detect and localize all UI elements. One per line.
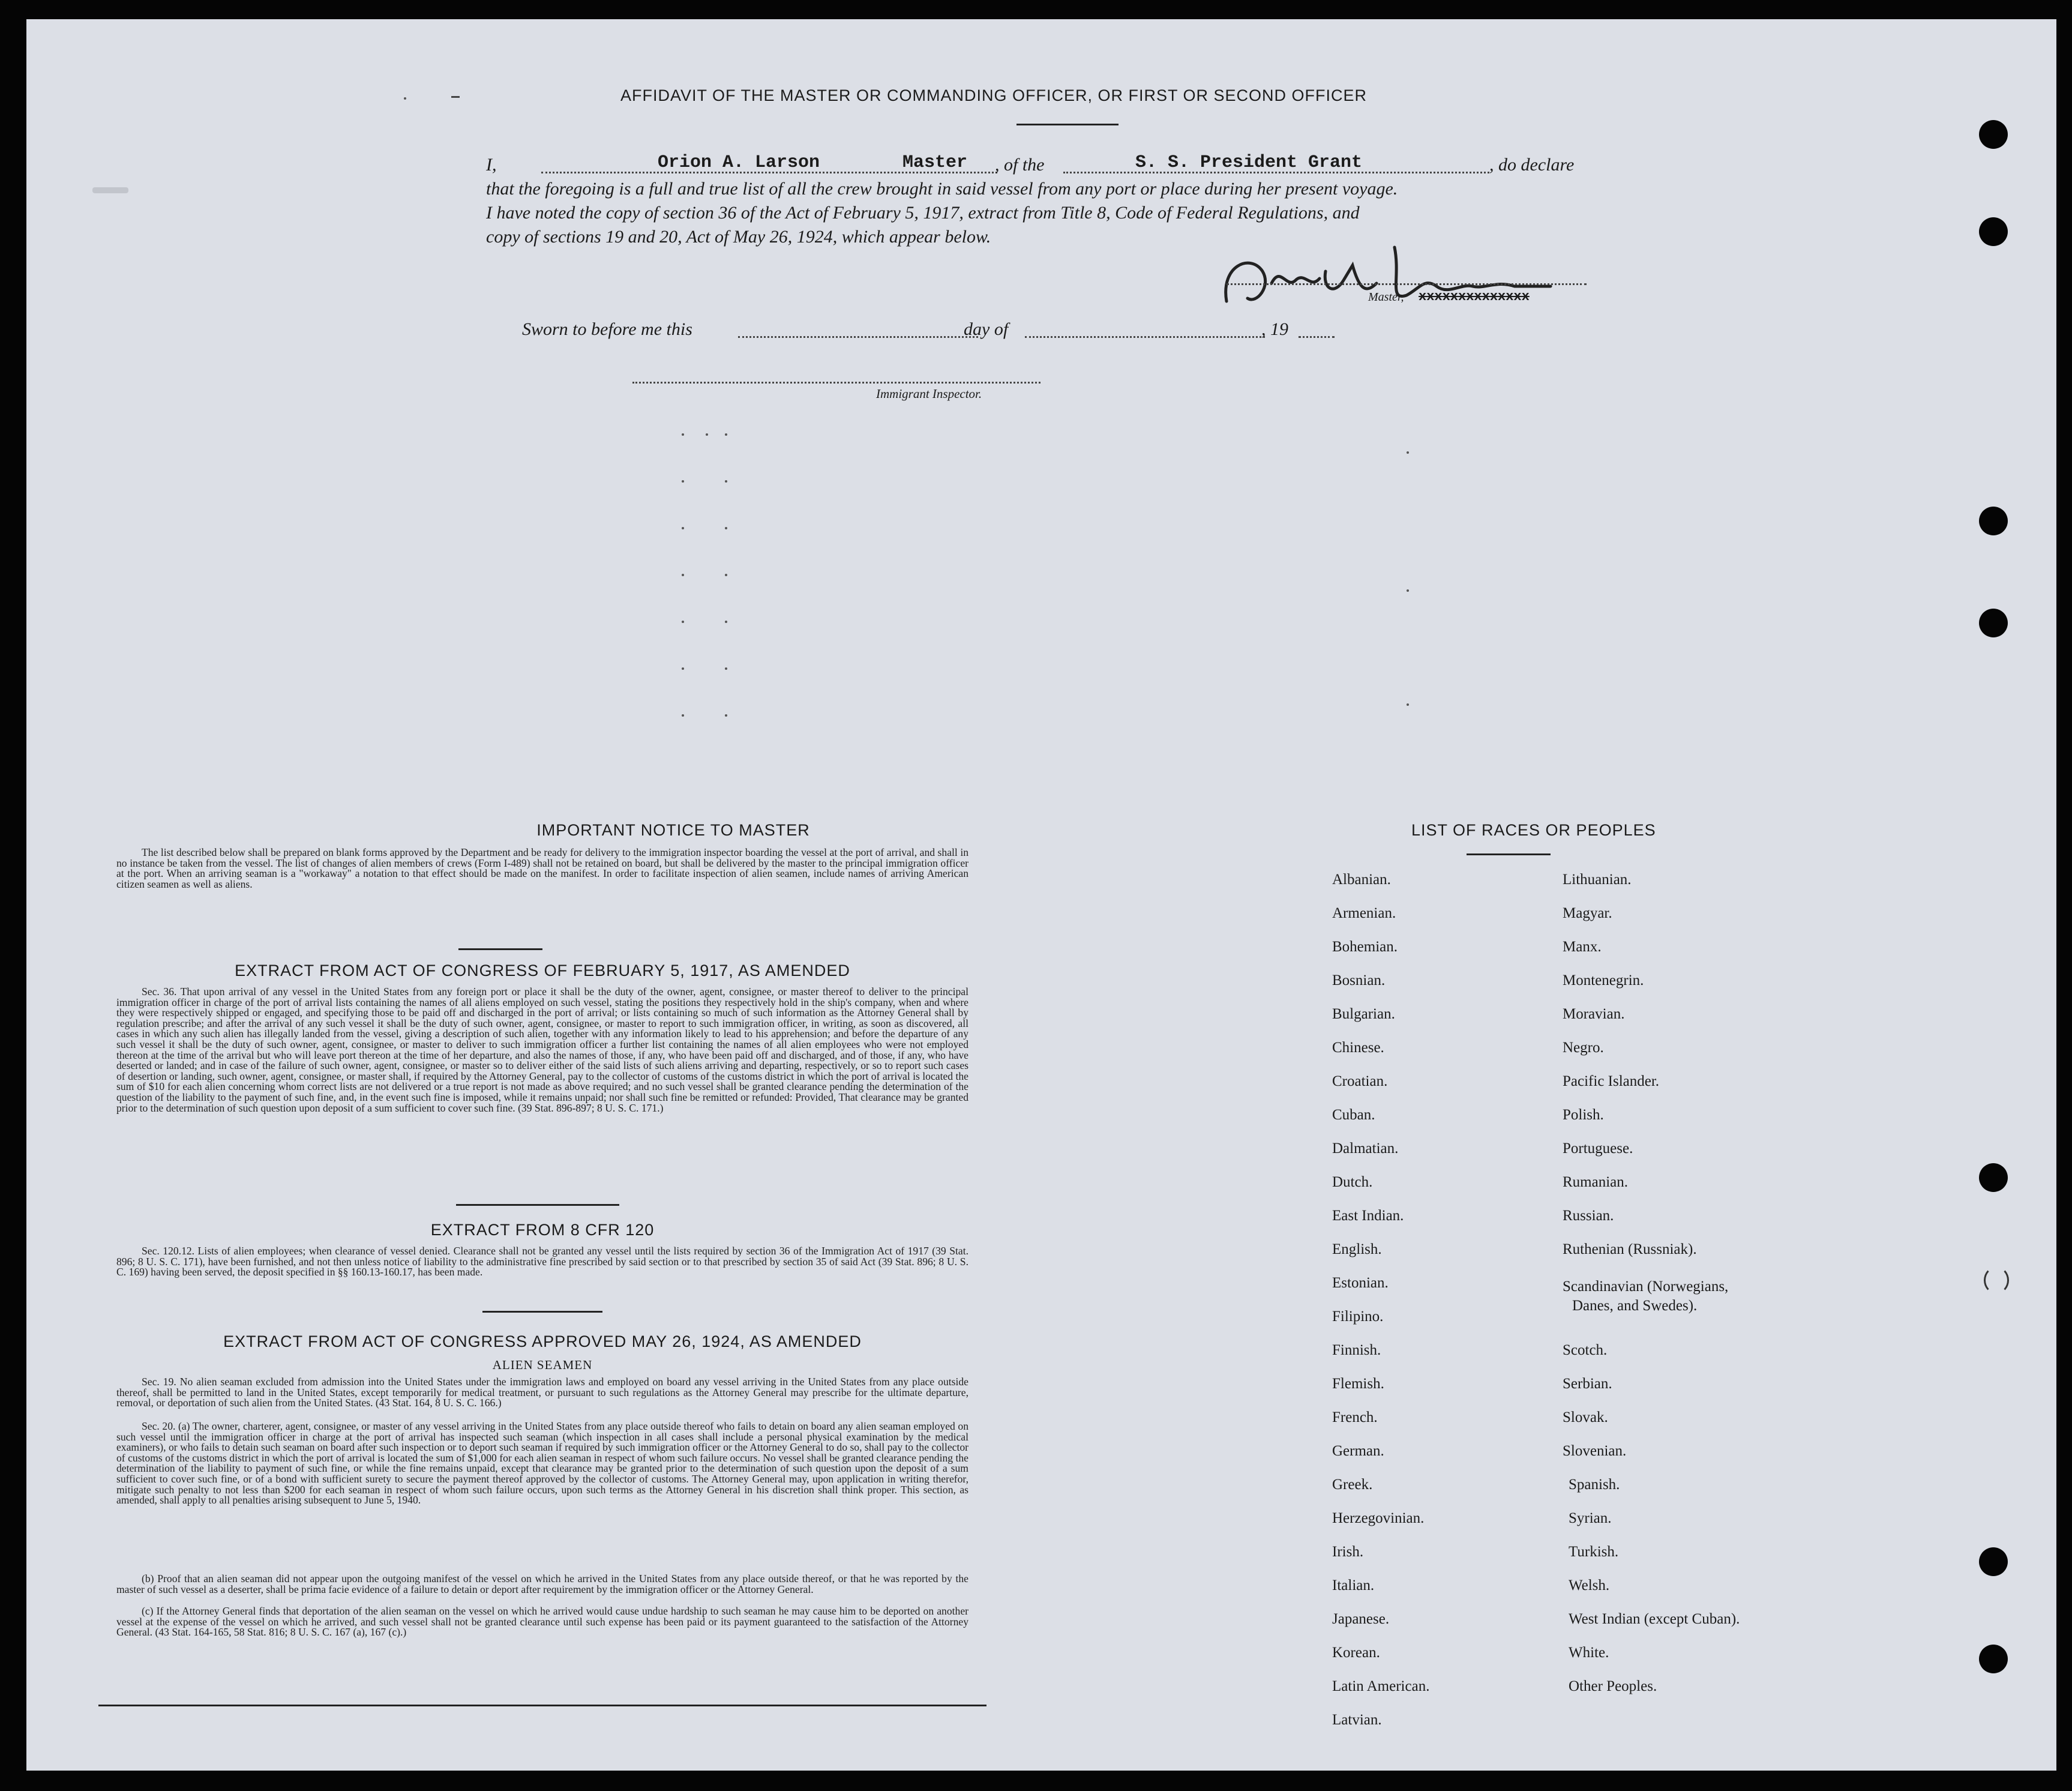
race-left-item: German. [1332,1443,1384,1459]
race-left-item: French. [1332,1409,1378,1425]
declaration-line-3: I have noted the copy of section 36 of the Act of February 5, 1917, extract from Title 8, Code of Federal Regulations, and [486,203,1360,223]
binder-hole [1979,1547,2008,1576]
race-left-item: Estonian. [1332,1275,1389,1291]
race-left-item: English. [1332,1241,1382,1257]
race-right-item: Polish. [1563,1107,1604,1123]
race-left-item: Croatian. [1332,1073,1388,1089]
sworn-day-line [738,336,978,338]
races-title: LIST OF RACES OR PEOPLES [1411,821,1656,839]
signature-caption: Master, [1368,290,1404,304]
declaration-pronoun: I, [486,155,497,175]
binder-hole [1979,120,2008,149]
race-left-item: Latvian. [1332,1712,1382,1728]
extract-cfr-title: EXTRACT FROM 8 CFR 120 [430,1221,655,1239]
faint-hole-mark [1984,1266,2009,1294]
speck-mark [404,97,406,100]
sworn-text: Sworn to before me this [522,319,692,339]
binder-hole [1979,1645,2008,1673]
extract-1924-title: EXTRACT FROM ACT OF CONGRESS APPROVED MAY 26, 1924, AS AMENDED [223,1332,862,1350]
race-right-item: Other Peoples. [1569,1678,1657,1694]
inspector-caption: Immigrant Inspector. [876,387,982,401]
race-right-item: West Indian (except Cuban). [1569,1611,1740,1627]
race-right-item: Slovenian. [1563,1443,1627,1459]
extract-1917-text: Sec. 36. That upon arrival of any vessel in the United States from any foreign port or place it shall be the duty of the owner, agent, consignee, or master thereof to deliver to the principal immigration officer in charge of the port of arrival lists containing the names of all aliens employed on such vessel, stating the positions they respectively hold in the ship's company, when and where they were respectively shipped or engaged, and specifying those to be paid off and discharged in the port of arrival; or lists containing so much of such information as the Attorney General shall by regulation prescribe; and after the arrival of any such vessel it shall be the duty of such owner, agent, consignee, or master to report to such immigration officer, in writing, as soon as discovered, all cases in which any such alien has illegally landed from the vessel, giving a description of such alien, together with any information likely to lead to his apprehension; and before the departure of any such vessel it shall be the duty of such owner, agent, consignee, or master to deliver to such immigration officer a further list containing the names of all alien employees who were not employed thereon at the time of the arrival but who will leave port thereon at the time of her departure, and also the names of those, if any, who have been paid off and discharged, and of those, if any, who have deserted or landed; and in case of the failure of such owner, agent, consignee, or master so to deliver either of the said lists of such aliens arriving and departing, respectively, or so to report such cases of desertion or landing, such owner, agent, consignee, or master shall, if required by the Attorney General, pay to the collector of customs of the customs district in which the port of arrival is located the sum of $10 for each alien concerning whom correct lists are not delivered or a true report is not made as above required; and no such vessel shall be granted clearance pending the determination of the question of the liability to the payment of such fine, and, in the event such fine is imposed, while it remains unpaid; nor shall such fine be remitted or refunded: Provided, That clearance may be granted prior to the determination of such question upon deposit of a sum sufficient to cover such fine. (39 Stat. 896-897; 8 U. S. C. 171.) [116,986,971,1114]
race-left-item: Dalmatian. [1332,1140,1399,1157]
section-divider [458,948,542,950]
race-right-item: Danes, and Swedes). [1572,1298,1698,1314]
race-right-item: Rumanian. [1563,1174,1629,1190]
race-right-item: Negro. [1563,1040,1604,1056]
race-left-item: Latin American. [1332,1678,1430,1694]
race-left-item: Albanian. [1332,871,1391,888]
race-left-item: Bulgarian. [1332,1006,1395,1022]
race-right-item: Syrian. [1569,1510,1612,1526]
of-the-text: , of the [995,155,1045,175]
declaration-line-4: copy of sections 19 and 20, Act of May 26, 1924, which appear below. [486,227,991,247]
faint-mark [92,187,128,193]
race-left-item: Korean. [1332,1645,1380,1661]
race-left-item: Flemish. [1332,1376,1384,1392]
year-text: , 19 [1261,319,1288,339]
sec-20c-text: (c) If the Attorney General finds that deportation of the alien seaman on the vessel on which he arrived would cause undue hardship to such seaman he may cause him to be deported on another vessel at the expense of the vessel on which he arrived, and such vessel shall not be granted clearance until such expense has been paid or its payment guaranteed to the satisfaction of the Attorney General. (43 Stat. 164-165, 58 Stat. 816; 8 U. S. C. 167 (a), 167 (c).) [116,1605,971,1639]
sworn-month-line [1025,336,1265,338]
race-left-item: Italian. [1332,1577,1375,1594]
affidavit-title: AFFIDAVIT OF THE MASTER OR COMMANDING OFFICER, OR FIRST OR SECOND OFFICER [620,86,1368,104]
title-divider [1016,124,1119,125]
binder-hole [1979,609,2008,637]
race-right-item: White. [1569,1645,1609,1661]
master-name: Orion A. Larson [658,152,820,173]
race-right-item: Scotch. [1563,1342,1608,1358]
declaration-line-2: that the foregoing is a full and true list of all the crew brought in said vessel from any port or place during her present voyage. [486,179,1398,199]
race-left-item: Cuban. [1332,1107,1375,1123]
race-left-item: Japanese. [1332,1611,1390,1627]
race-right-item: Manx. [1563,939,1602,955]
vessel-name: S. S. President Grant [1135,152,1363,173]
notice-text: The list described below shall be prepared on blank forms approved by the Department and be ready for delivery to the immigration inspector boarding the vessel at the port of arrival, and shall in no instance be taken from the vessel. The list of changes of alien members of crews (Form I-489) shall not be retained on board, but shall be delivered by the master to the principal immigration officer at the port. When an arriving seaman is a "workaway" a notation to that effect should be made on the manifest. In order to facilitate inspection of alien seamen, include names of arriving American citizen seamen as well as aliens. [116,846,971,890]
binder-hole [1979,507,2008,535]
race-right-item: Lithuanian. [1563,871,1632,888]
race-left-item: Chinese. [1332,1040,1384,1056]
race-right-item: Portuguese. [1563,1140,1633,1157]
dash-mark [451,96,460,98]
document-page [26,19,2056,1771]
race-right-item: Spanish. [1569,1476,1620,1493]
race-left-item: East Indian. [1332,1208,1404,1224]
race-left-item: Dutch. [1332,1174,1373,1190]
race-left-item: Finnish. [1332,1342,1381,1358]
race-left-item: Bosnian. [1332,972,1386,989]
signature-line [1227,283,1587,285]
race-left-item: Filipino. [1332,1308,1384,1325]
race-left-item: Herzegovinian. [1332,1510,1425,1526]
notice-title: IMPORTANT NOTICE TO MASTER [536,821,810,839]
extract-1917-title: EXTRACT FROM ACT OF CONGRESS OF FEBRUARY 5, 1917, AS AMENDED [235,962,850,980]
master-rank: Master [902,152,968,173]
extract-cfr-text: Sec. 120.12. Lists of alien employees; when clearance of vessel denied. Clearance shall not be granted any vessel until the lists required by section 36 of the Immigration Act of 1917 (39 Stat. 896; 8 U. S. C. 171), have been furnished, and not then unless notice of liability to the administrative fine prescribed by said section or to that prescribed by section 35 of said Act (39 Stat. 896; 8 U. S. C. 169) having been served, the deposit specified in §§ 160.13-160.17, has been made. [116,1245,971,1278]
race-left-item: Greek. [1332,1476,1373,1493]
struck-out-title: xxxxxxxxxxxxxx [1419,289,1530,304]
binder-hole [1979,217,2008,246]
extract-1924-subtitle: ALIEN SEAMEN [492,1358,593,1372]
sec-19-text: Sec. 19. No alien seaman excluded from admission into the United States under the immigration laws and employed on board any vessel arriving in the United States from any place outside thereof, shall be permitted to land in the United States, except temporarily for medical treatment, or pursuant to such regulations as the Attorney General may prescribe for the ultimate departure, removal, or deportation of such alien from the United States. (43 Stat. 164, 8 U. S. C. 166.) [116,1376,971,1409]
race-right-item: Welsh. [1569,1577,1610,1594]
race-right-item: Montenegrin. [1563,972,1644,989]
race-right-item: Scandinavian (Norwegians, [1563,1278,1729,1295]
race-right-item: Russian. [1563,1208,1614,1224]
race-right-item: Turkish. [1569,1544,1619,1560]
race-right-item: Moravian. [1563,1006,1625,1022]
race-right-item: Serbian. [1563,1376,1612,1392]
year-line [1299,336,1335,338]
race-left-item: Irish. [1332,1544,1364,1560]
races-divider [1467,853,1551,855]
race-right-item: Magyar. [1563,905,1612,921]
race-right-item: Pacific Islander. [1563,1073,1660,1089]
race-left-item: Bohemian. [1332,939,1398,955]
race-left-item: Armenian. [1332,905,1396,921]
sec-20a-text: Sec. 20. (a) The owner, charterer, agent, consignee, or master of any vessel arriving in the United States from any place outside thereof who fails to detain on board any alien seaman employed on such vessel until the immigration officer in charge at the port of arrival has inspected such seaman (which inspection in all cases shall include a personal physical examination by the medical examiners), or who fails to detain such seaman on board after such inspection or to deport such seaman if required by such immigration officer or the Attorney General to do so, shall pay to the collector of customs of the customs district in which the port of arrival is located the sum of $1,000 for each alien seaman in respect of whom such failure occurs. No vessel shall be granted clearance pending the determination of the liability to payment of such fine, or while the fine remains unpaid, except that clearance may be granted prior to the determination of such question upon the deposit of a sum sufficient to cover such fine, or of a bond with sufficient surety to secure the payment thereof approved by the collector of customs. The Attorney General may, upon application in writing therefor, mitigate such penalty to not less than $200 for each seaman in respect of whom such failure occurs, upon such terms as the Attorney General in his discretion shall think proper. This section, as amended, shall apply to all penalties arising subsequent to June 5, 1940. [116,1420,971,1507]
section-divider [456,1204,619,1206]
inspector-line [632,382,1041,384]
sec-20b-text: (b) Proof that an alien seaman did not appear upon the outgoing manifest of the vessel on which he arrived in the United States from any place outside thereof, or that he was reported by the master of such vessel as a deserter, shall be prima facie evidence of a failure to detain or deport after requirement by the immigration officer or the Attorney General. [116,1573,971,1595]
section-divider [482,1311,602,1313]
race-right-item: Slovak. [1563,1409,1608,1425]
binder-hole [1979,1163,2008,1192]
bottom-rule [98,1705,986,1706]
do-declare-text: , do declare [1489,155,1575,175]
day-of-text: day of [964,319,1009,339]
race-right-item: Ruthenian (Russniak). [1563,1241,1697,1257]
